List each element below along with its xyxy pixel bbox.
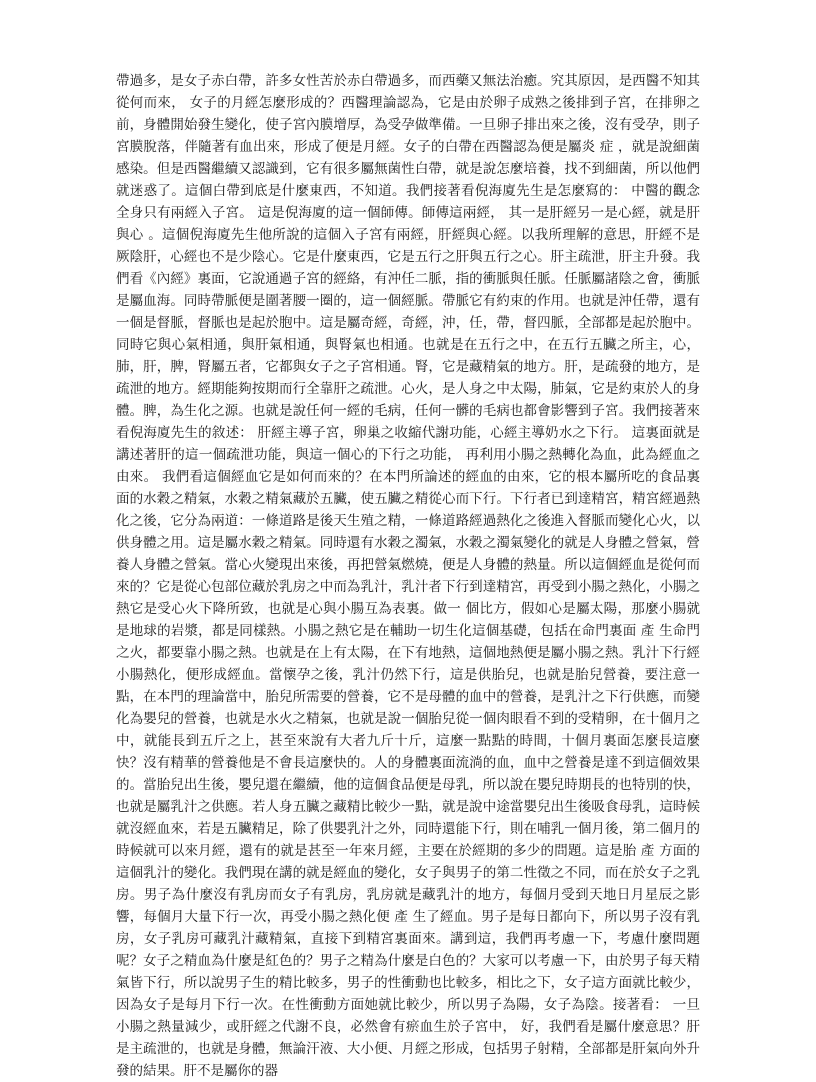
document-page <box>116 70 700 1079</box>
body-paragraph: 帶過多，是女子赤白帶，許多女性苦於赤白帶過多，而西藥又無法治癒。究其原因，是西醫不知其從何而來， 女子的月經怎麼形成的？西醫理論認為，它是由於卵子成熟之後排到子宮，在排卵之前，身體開始發生變化，使子宮內膜增厚，為受孕做準備。一旦卵子排出來之後，沒有受孕，則子宮膜脫落，伴隨著有血出來，形成了便是月經。女子的白帶在西醫認為便是屬炎 症 ，就是說細菌感染。但是西醫繼續又認識到，它有很多屬無菌性白帶，就是說怎麼培養，找不到細菌，所以他們就迷惑了。這個白帶到底是什麼東西，不知道。我們接著看倪海廈先生是怎麼寫的： 中醫的觀念全身只有兩經入子宮。 這是倪海廈的這一個師傳。師傳這兩經， 其一是肝經另一是心經，就是肝與心 。這個倪海廈先生他所說的這個入子宮有兩經，肝經與心經。以我所理解的意思，肝經不是厥陰肝，心經也不是少陰心。它是什麼東西，它是五行之肝與五行之心。肝主疏泄，肝主升發。我們看《內經》裏面，它說通過子宮的經絡，有沖任二脈，指的衝脈與任脈。任脈屬諸陰之會，衝脈是屬血海。同時帶脈便是圍著腰一圈的，這一個經脈。帶脈它有約束的作用。也就是沖任帶，還有一個是督脈，督脈也是起於胞中。這是屬奇經，奇經，沖，任，帶，督四脈，全部都是起於胞中。同時它與心氣相通，與肝氣相通，與腎氣也相通。也就是在五行之中，在五行五臟之所主，心，肺，肝，脾，腎屬五者，它都與女子之子宮相通。腎，它是藏精氣的地方。肝，是疏發的地方，是疏泄的地方。經期能夠按期而行全靠肝之疏泄。心火，是人身之中太陽，肺氣，它是約束於人的身體。脾，為生化之源。也就是說任何一經的毛病，任何一髒的毛病也都會影響到子宮。我們接著來看倪海廈先生的敘述： 肝經主導子宮，卵巢之收縮代謝功能，心經主導奶水之下行。 這裏面就是講述著肝的這一個疏泄功能，與這一個心的下行之功能， 再利用小腸之熱轉化為血，此為經血之由來。 我們看這個經血它是如何而來的？在本門所論述的經血的由來，它的根本屬所吃的食品裏面的水穀之精氣，水穀之精氣藏於五臟，使五臟之精從心而下行。下行者已到達精宮，精宮經過熱化之後，它分為兩道：一條道路是後天生殖之精，一條道路經過熱化之後進入督脈而變化心火，以供身體之用。這是屬水穀之精氣。同時還有水穀之濁氣，水穀之濁氣變化的就是人身體之營氣，營養人身體之營氣。當心火變現出來後，再把營氣燃燒，便是人身體的熱量。所以這個經血是從何而來的？它是從心包部位藏於乳房之中而為乳汁，乳汁者下行到達精宮，再受到小腸之熱化，小腸之熱它是受心火下降所致，也就是心與小腸互為表裏。做一 個比方，假如心是屬太陽，那麼小腸就是地球的岩漿，都是同樣熱。小腸之熱它是在輔助一切生化這個基礎，包括在命門裏面 產 生命門之火，都要靠小腸之熱。也就是在上有太陽，在下有地熱，這個地熱便是屬小腸之熱。乳汁下行經小腸熱化，便形成經血。當懷孕之後，乳汁仍然下行，這是供胎兒，也就是胎兒營養，要注意一點，在本門的理論當中，胎兒所需要的營養，它不是母體的血中的營養，是乳汁之下行供應，而變化為嬰兒的營養，也就是水火之精氣，也就是說一個胎兒從一個肉眼看不到的受精卵，在十個月之中，就能長到五斤之上，甚至來說有大者九斤十斤，這麼一點點的時間，十個月裏面怎麼長這麼快？沒有精華的營養他是不會長這麼快的。人的身體裏面流淌的血，血中之營養是達不到這個效果的。當胎兒出生後，嬰兒還在繼續，他的這個食品便是母乳，所以說在嬰兒時期長的也特別的快，也就是屬乳汁之供應。若人身五臟之藏精比較少一點，就是說中途當嬰兒出生後吸食母乳，這時候就沒經血來，若是五臟精足，除了供嬰乳汁之外，同時還能下行，則在哺乳一個月後，第二個月的時候就可以來月經，還有的就是甚至一年來月經，主要在於經期的多少的問題。這是胎 產 方面的這個乳汁的變化。我們現在講的就是經血的變化，女子與男子的第二性徵之不同，而在於女子之乳房。男子為什麼沒有乳房而女子有乳房，乳房就是藏乳汁的地方，每個月受到天地日月星辰之影響，每個月大量下行一次，再受小腸之熱化便 產 生了經血。男子是每日都向下，所以男子沒有乳房，女子乳房可藏乳汁藏精氣，直接下到精宮裏面來。講到這，我們再考慮一下，考慮什麼問題呢？女子之精血為什麼是紅色的？男子之精為什麼是白色的？大家可以考慮一下，由於男子每天精氣皆下行，所以說男子生的精比較多，男子的性衝動也比較多，相比之下，女子這方面就比較少，因為女子是每月下行一次。在性衝動方面她就比較少，所以男子為陽，女子為陰。接著看： 一旦小腸之熱量減少，或肝經之代謝不良，必然會有瘀血生於子宮中， 好，我們看是屬什麼意思？肝是主疏泄的，也就是身體，無論汗液、大小便、月經之形成，包括男子射精，全部都是肝氣向外升發的結果。肝不是屬你的器 <box>116 73 700 1079</box>
